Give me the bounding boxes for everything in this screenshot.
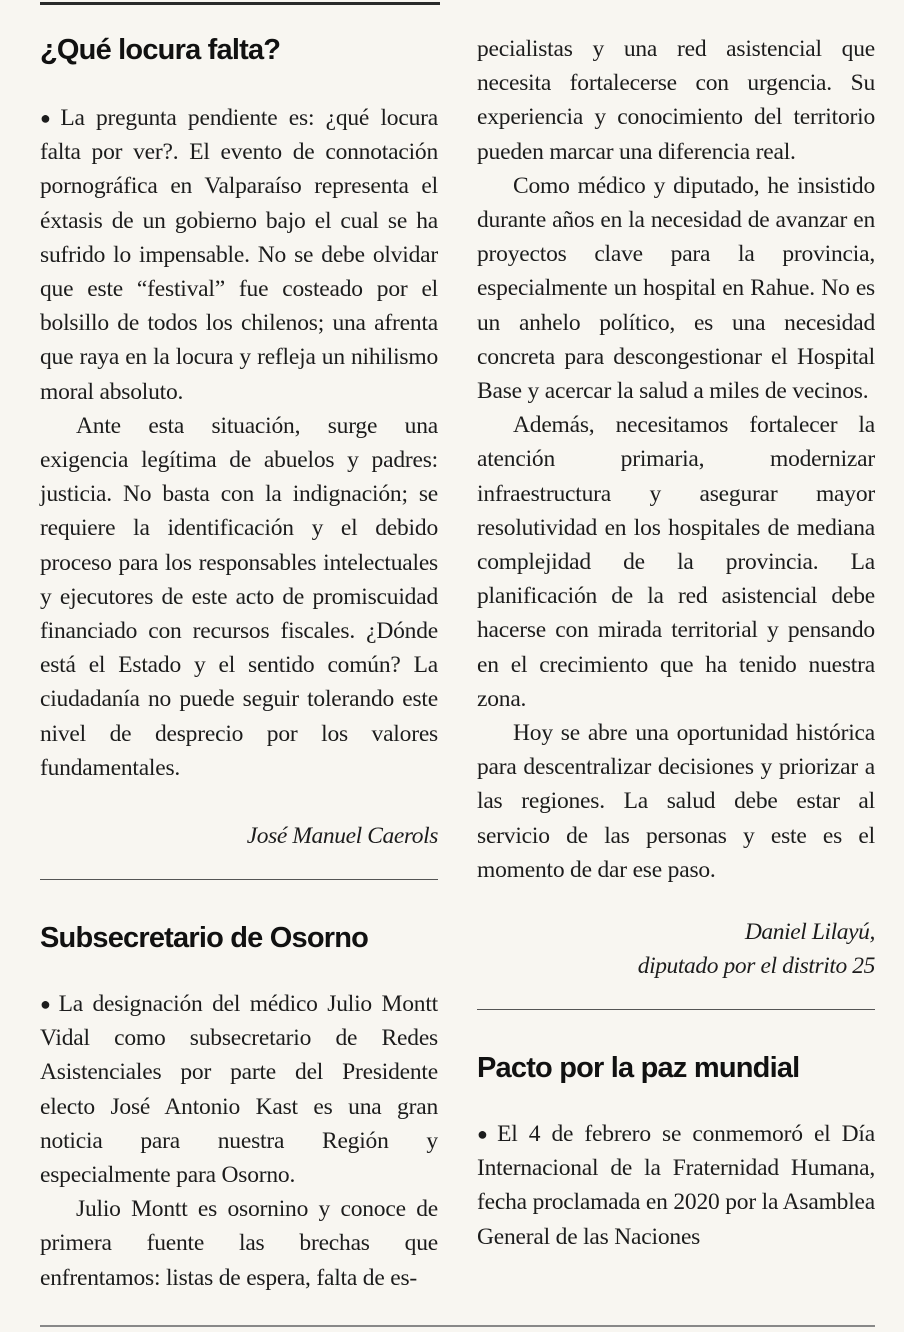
column-gutter (457, 30, 458, 1320)
bullet-icon: ● (477, 1124, 494, 1145)
bullet-icon: ● (40, 108, 57, 128)
article-paragraph: Hoy se abre una oportunidad histórica para descentralizar decisiones y priorizar a las regiones. La salud debe estar al servicio de las personas y este es el momento de dar ese paso. (477, 720, 875, 883)
article-paragraph (40, 987, 438, 1192)
left-column (40, 32, 438, 1295)
article-title-locura: ¿Qué locura falta? (40, 34, 281, 66)
article-paragraph (40, 101, 438, 409)
author-signature: Daniel Lilayú, (744, 919, 875, 946)
paragraph-text: La designación del médico Julio Montt Vidal como subsecretario de Redes Asistenciales por parte del Presidente electo José Antonio Kast es una gran noticia para nuestra Región y especialmente para Osorno. (40, 991, 438, 1189)
article-paragraph: pecialistas y una red asistencial que necesita fortalecerse con urgencia. Su experiencia y conocimiento del territorio pueden marcar una diferencia real. (477, 36, 875, 165)
article-paragraph: Como médico y diputado, he insistido durante años en la necesidad de avanzar en proyectos clave para la provincia, especialmente un hospital en Rahue. No es un anhelo político, es una necesidad concreta para descongestionar el Hospital Base y acercar la salud a miles de vecinos. (477, 172, 875, 405)
paragraph-text: El 4 de febrero se conmemoró el Día Internacional de la Fraternidad Humana, fecha proclamada en 2020 por la Asamblea General de las Naciones (477, 1121, 875, 1250)
article-paragraph: Además, necesitamos fortalecer la atención primaria, modernizar infraestructura y asegurar mayor resolutividad en los hospitales de mediana complejidad de la provincia. La planificación de la red asistencial debe hacerse con mirada territorial y pensando en el crecimiento que ha tenido nuestra zona. (477, 412, 875, 712)
article-paragraph: Ante esta situación, surge una exigencia legítima de abuelos y padres: justicia. No basta con la indignación; se requiere la identificación y el debido proceso para los responsables intelectuales y ejecutores de este acto de promiscuidad financiado con recursos fiscales. ¿Dónde está el Estado y el sentido común? La ciudadanía no puede seguir tolerando este nivel de desprecio por los valores fundamentales. (40, 412, 438, 781)
author-signature: José Manuel Caerols (246, 823, 438, 850)
article-title-pacto: Pacto por la paz mundial (477, 1052, 800, 1085)
article-paragraph (477, 1117, 875, 1254)
bullet-icon: ● (40, 994, 55, 1015)
article-title-subsecretario: Subsecretario de Osorno (40, 922, 369, 955)
author-role: diputado por el distrito 25 (637, 953, 875, 980)
right-column (477, 32, 875, 1254)
top-rule (40, 2, 440, 5)
paragraph-text: La pregunta pendiente es: ¿qué locura falta por ver?. El evento de connotación pornográfica en Valparaíso representa el éxtasis de un gobierno bajo el cual se ha sufrido lo impensable. No se debe olvidar que este “festival” fue costeado por el bolsillo de todos los chilenos; una afrenta que raya en la locura y refleja un nihilismo moral absoluto. (40, 105, 438, 405)
bottom-rule (40, 1325, 875, 1327)
article-paragraph: Julio Montt es osornino y conoce de primera fuente las brechas que enfrentamos: listas de espera, falta de es- (40, 1196, 438, 1291)
